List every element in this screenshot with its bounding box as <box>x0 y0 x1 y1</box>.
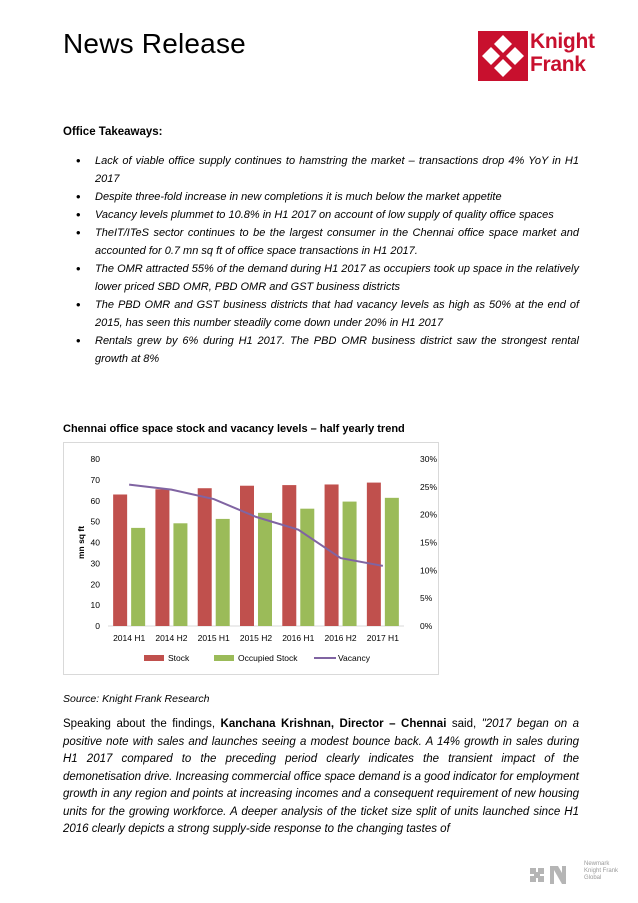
footer-brand-text <box>584 861 618 882</box>
para-intro: Speaking about the findings, <box>63 718 221 730</box>
y-tick-label: 20 <box>90 579 100 590</box>
knight-frank-logo <box>478 30 612 82</box>
x-tick-label: 2016 H1 <box>282 633 315 643</box>
x-tick-label: 2014 H2 <box>155 633 188 643</box>
legend-label: Occupied Stock <box>238 653 298 663</box>
stock-vacancy-chart <box>64 443 438 674</box>
y2-tick-label: 10% <box>420 565 438 576</box>
list-item: • The OMR attracted 55% of the demand during H1 2017 as occupiers took up space in the relatively lower priced SBD OMR, PBD OMR and GST business districts <box>63 260 579 296</box>
y2-tick-label: 15% <box>420 537 438 548</box>
footer-line-3: Global <box>584 875 602 881</box>
bar-stock <box>367 483 381 626</box>
knight-frank-logo-mark-icon <box>478 31 528 81</box>
chart-container <box>63 442 439 675</box>
y2-tick-label: 5% <box>420 593 433 604</box>
takeaways-list <box>63 152 579 368</box>
list-item: • TheIT/ITeS sector continues to be the largest consumer in the Chennai office space market and accounted for 0.7 mn sq ft of office space transactions in H1 2017. <box>63 224 579 260</box>
bar-stock <box>240 486 254 626</box>
speaker-name: Kanchana Krishnan, Director – Chennai <box>220 718 447 730</box>
logo-line-2: Frank <box>530 53 586 76</box>
bar-stock <box>113 494 127 626</box>
quote-text: "2017 began on a positive note with sales and launches seeing a modest bounce back. A 14% growth in sales during H1 2017 compared to the preceding period clearly indicates the transient impact of the demonetisation drive. Increasing commercial office space demand is a good indicator for employment growth in any region and points at increasing incomes and a consequent requirement of new housing units for the growing workforce. A deeper analysis of the ticket size split of units launched since H1 2016 clearly depicts a strong supply-side response to the changing tastes of <box>63 718 580 835</box>
list-item: • Vacancy levels plummet to 10.8% in H1 2017 on account of low supply of quality office spaces <box>63 206 579 224</box>
bar-stock <box>155 489 169 626</box>
bar-occupied-stock <box>385 498 399 626</box>
y-axis-label: mn sq ft <box>76 525 86 560</box>
bar-stock <box>198 488 212 626</box>
list-item: • Lack of viable office supply continues to hamstring the market – transactions drop 4% YoY in H1 2017 <box>63 152 579 188</box>
bar-occupied-stock <box>300 509 314 626</box>
y-tick-label: 80 <box>90 454 100 464</box>
logo-line-1: Knight <box>530 30 595 53</box>
y2-tick-label: 0% <box>420 621 433 631</box>
footer-line-2: Knight Frank <box>584 868 619 874</box>
x-tick-label: 2015 H2 <box>239 633 273 643</box>
y2-tick-label: 25% <box>420 481 438 492</box>
y-tick-label: 30 <box>90 558 100 569</box>
footer-line-1: Newmark <box>584 861 610 867</box>
legend-label: Stock <box>168 653 190 663</box>
legend-swatch <box>214 655 234 661</box>
list-item: • Rentals grew by 6% during H1 2017. The PBD OMR business district saw the strongest rental growth at 8% <box>63 332 579 368</box>
list-item: • The PBD OMR and GST business districts that had vacancy levels as high as 50% at the end of 2015, has seen this number steadily come down under 20% in H1 2017 <box>63 296 579 332</box>
logo-text <box>530 30 620 76</box>
y-tick-label: 60 <box>90 495 100 506</box>
chart-title: Chennai office space stock and vacancy levels – half yearly trend <box>63 423 405 435</box>
para-said: said, <box>446 718 482 730</box>
source-note: Source: Knight Frank Research <box>63 693 210 705</box>
x-tick-label: 2017 H1 <box>366 633 399 643</box>
x-tick-label: 2014 H1 <box>113 633 146 643</box>
body-paragraph <box>63 716 579 839</box>
y2-tick-label: 20% <box>420 509 438 520</box>
bar-occupied-stock <box>216 519 230 626</box>
section-heading: Office Takeaways: <box>63 126 163 138</box>
y-tick-label: 50 <box>90 516 100 527</box>
x-tick-label: 2016 H2 <box>324 633 357 643</box>
y-tick-label: 70 <box>90 474 100 485</box>
bar-stock <box>282 485 296 626</box>
x-tick-label: 2015 H1 <box>197 633 230 643</box>
bar-occupied-stock <box>131 528 145 626</box>
y-tick-label: 40 <box>90 537 100 548</box>
bar-occupied-stock <box>173 523 187 626</box>
bar-occupied-stock <box>258 513 272 626</box>
page-title: News Release <box>63 28 246 59</box>
bar-occupied-stock <box>343 502 357 626</box>
legend-swatch <box>144 655 164 661</box>
y2-tick-label: 30% <box>420 454 438 464</box>
list-item: • Despite three-fold increase in new completions it is much below the market appetite <box>63 188 579 206</box>
y-tick-label: 10 <box>90 600 100 611</box>
legend-label: Vacancy <box>338 653 370 663</box>
y-tick-label: 0 <box>95 621 100 631</box>
